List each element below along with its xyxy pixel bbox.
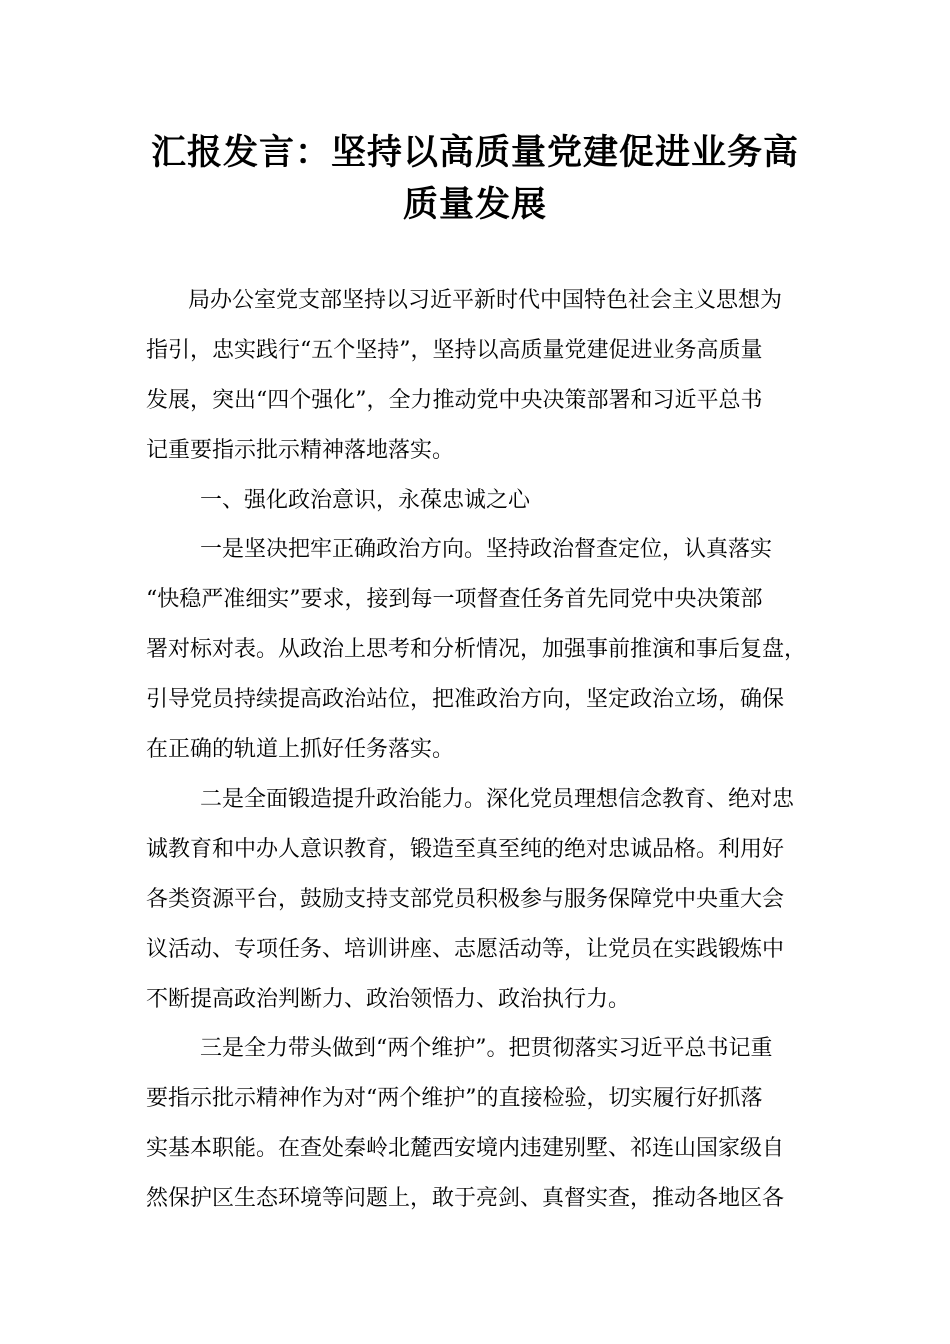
intro-line-4: 记重要指示批示精神落地落实。	[146, 438, 455, 463]
paragraph-1-line-1: 一是坚决把牢正确政治方向。坚持政治督查定位，认真落实	[200, 537, 773, 562]
paragraph-3-line-1: 三是全力带头做到“两个维护”。把贯彻落实习近平总书记重	[200, 1036, 773, 1061]
paragraph-1	[146, 525, 826, 775]
document-title-line-1: 汇报发言：坚持以高质量党建促进业务高	[150, 133, 799, 173]
paragraph-2-line-4: 议活动、专项任务、培训讲座、志愿活动等，让党员在实践锻炼中	[146, 937, 785, 962]
section-1-heading-block	[146, 476, 826, 526]
paragraph-2-line-3: 各类资源平台，鼓励支持支部党员积极参与服务保障党中央重大会	[146, 887, 785, 912]
document-title-line-2: 质量发展	[402, 185, 547, 225]
paragraph-1-line-2: “快稳严准细实”要求，接到每一项督查任务首先同党中央决策部	[146, 587, 763, 612]
paragraph-2-line-5: 不断提高政治判断力、政治领悟力、政治执行力。	[146, 987, 631, 1012]
intro-line-2: 指引，忠实践行“五个坚持”，坚持以高质量党建促进业务高质量	[146, 338, 763, 363]
paragraph-2-line-1: 二是全面锻造提升政治能力。深化党员理想信念教育、绝对忠	[200, 787, 795, 812]
paragraph-2-line-2: 诚教育和中办人意识教育，锻造至真至纯的绝对忠诚品格。利用好	[146, 837, 785, 862]
section-1-heading: 一、强化政治意识，永葆忠诚之心	[200, 488, 531, 513]
paragraph-1-line-3: 署对标对表。从政治上思考和分析情况，加强事前推演和事后复盘，	[146, 637, 807, 662]
intro-line-1: 局办公室党支部坚持以习近平新时代中国特色社会主义思想为	[188, 288, 783, 313]
paragraph-1-line-4: 引导党员持续提高政治站位，把准政治方向，坚定政治立场，确保	[146, 687, 785, 712]
paragraph-3-line-2: 要指示批示精神作为对“两个维护”的直接检验，切实履行好抓落	[146, 1086, 763, 1111]
intro-line-3: 发展，突出“四个强化”，全力推动党中央决策部署和习近平总书	[146, 388, 763, 413]
paragraph-2	[146, 775, 826, 1025]
paragraph-3-line-4: 然保护区生态环境等问题上，敢于亮剑、真督实查，推动各地区各	[146, 1186, 785, 1211]
intro-paragraph	[146, 276, 826, 476]
paragraph-3-line-3: 实基本职能。在查处秦岭北麓西安境内违建别墅、祁连山国家级自	[146, 1136, 785, 1161]
paragraph-1-line-5: 在正确的轨道上抓好任务落实。	[146, 737, 455, 762]
paragraph-3	[146, 1024, 826, 1224]
